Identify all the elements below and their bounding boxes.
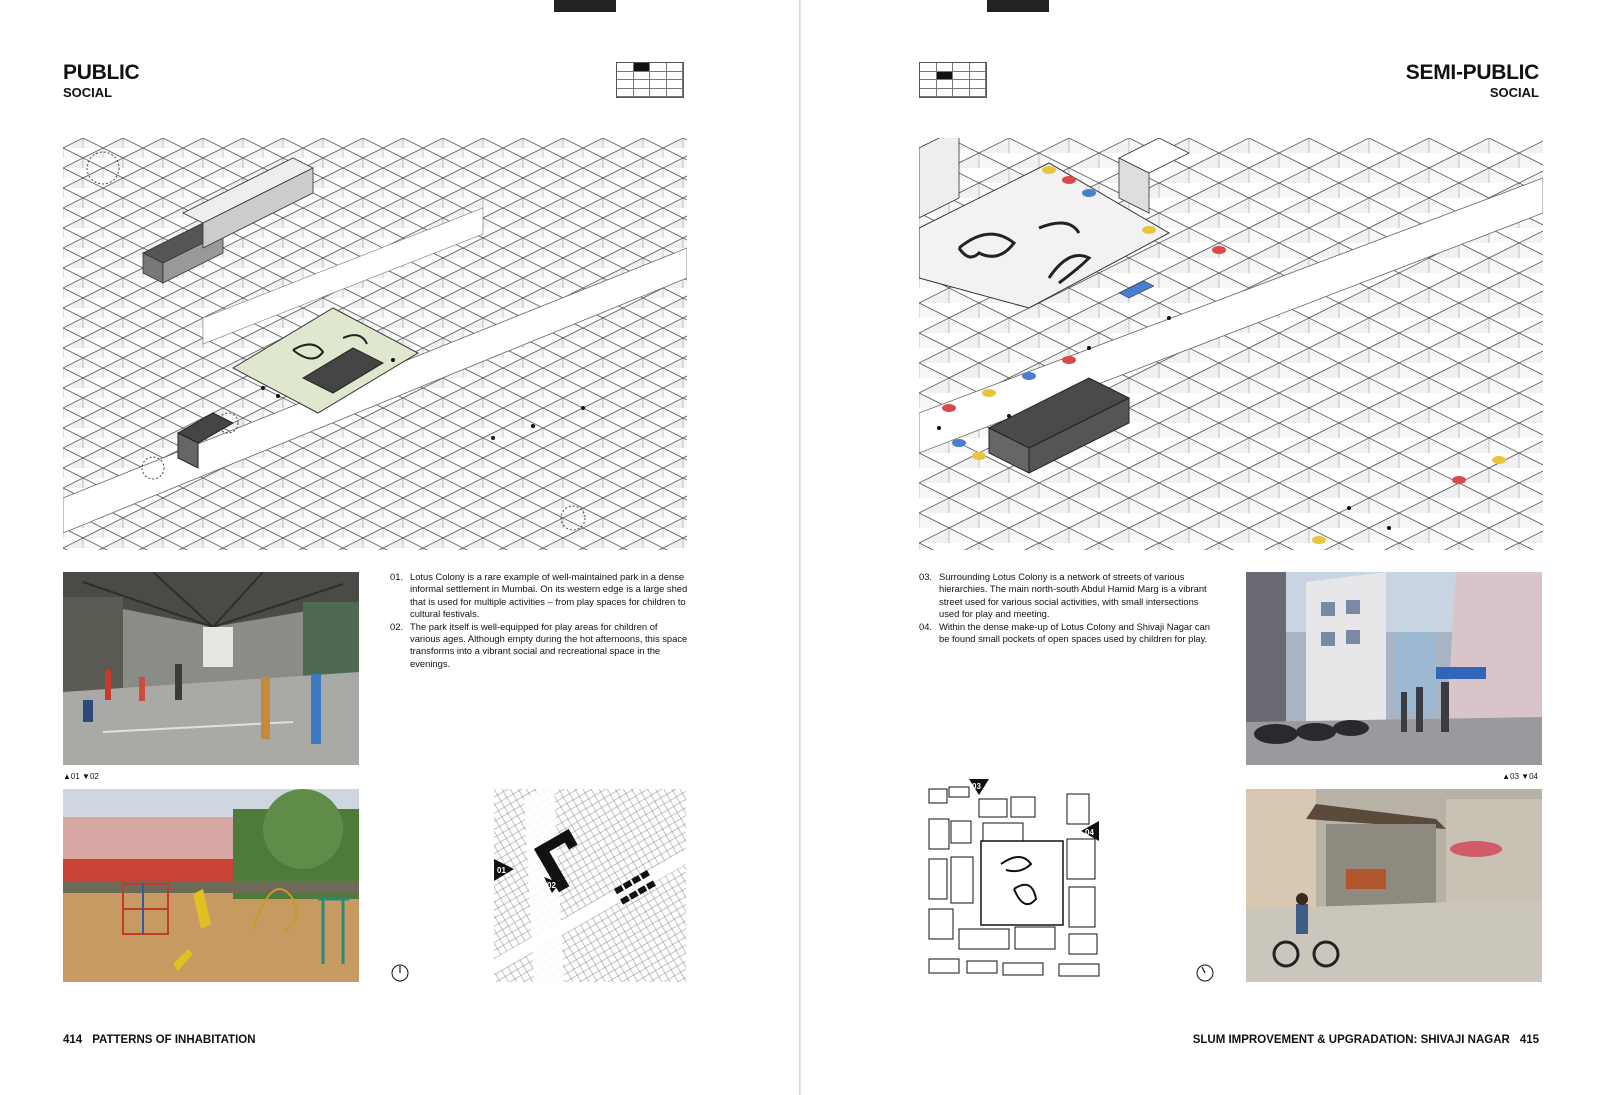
photo-abdul-hamid-marg-street bbox=[1246, 572, 1542, 765]
left-page bbox=[0, 0, 799, 1095]
axonometric-drawing-semi-public bbox=[919, 138, 1543, 550]
right-page-number: 415 bbox=[1519, 1034, 1539, 1046]
plan-marker-02: 02 bbox=[547, 881, 556, 890]
photo-caption-01-02: ▲01 ▼02 bbox=[63, 772, 99, 781]
key-plan-public bbox=[494, 789, 686, 982]
right-page-subtitle: SOCIAL bbox=[1489, 85, 1539, 100]
section-tab-marker bbox=[554, 0, 616, 12]
photo-caption-03-04: ▲03 ▼04 bbox=[1502, 772, 1538, 781]
plan-marker-03: 03 bbox=[972, 782, 981, 791]
note-01: 01. Lotus Colony is a rare example of well-maintained park in a dense informal settlement in Mumbai. On its western edge is a large shed that is used for multiple activities – from play spaces for children to cultural festivals. bbox=[390, 571, 688, 620]
plan-marker-01: 01 bbox=[497, 866, 506, 875]
right-page bbox=[801, 0, 1600, 1095]
left-page-title: PUBLIC bbox=[63, 61, 140, 84]
north-arrow-icon bbox=[391, 964, 409, 982]
left-page-subtitle: SOCIAL bbox=[63, 85, 113, 100]
right-notes bbox=[919, 571, 1219, 645]
photo-open-space-children-play bbox=[1246, 789, 1542, 982]
note-03: 03. Surrounding Lotus Colony is a network of streets of various hierarchies. The main north-south Abdul Hamid Marg is a vibrant street used for various social activities, with small intersections used for play and meeting. bbox=[919, 571, 1207, 620]
section-tab-marker bbox=[987, 0, 1049, 12]
right-footer bbox=[1193, 1034, 1539, 1047]
key-plan-semi-public bbox=[919, 779, 1109, 982]
right-running-head: SLUM IMPROVEMENT & UPGRADATION: SHIVAJI NAGAR bbox=[1192, 1034, 1510, 1046]
plan-marker-04: 04 bbox=[1085, 828, 1094, 837]
right-page-title: SEMI-PUBLIC bbox=[1405, 61, 1539, 84]
axonometric-svg bbox=[63, 138, 687, 550]
axonometric-drawing-public bbox=[63, 138, 687, 550]
note-04: 04. Within the dense make-up of Lotus Colony and Shivaji Nagar can be found small pockets of open spaces used by children for play. bbox=[919, 620, 1210, 645]
photo-park-playground bbox=[63, 789, 359, 982]
classification-matrix-icon bbox=[616, 62, 684, 98]
left-page-number: 414 bbox=[63, 1034, 83, 1046]
left-footer bbox=[63, 1034, 256, 1047]
axonometric-svg bbox=[919, 138, 1543, 550]
north-arrow-icon bbox=[1196, 964, 1214, 982]
photo-shed-play-space bbox=[63, 572, 359, 765]
left-running-head: PATTERNS OF INHABITATION bbox=[92, 1034, 256, 1046]
left-notes bbox=[390, 571, 690, 670]
classification-matrix-icon bbox=[919, 62, 987, 98]
note-02: 02. The park itself is well-equipped for play areas for children of various ages. Although empty during the hot afternoons, this space transforms into a vibrant social and recreational space in the evenings. bbox=[390, 620, 688, 669]
